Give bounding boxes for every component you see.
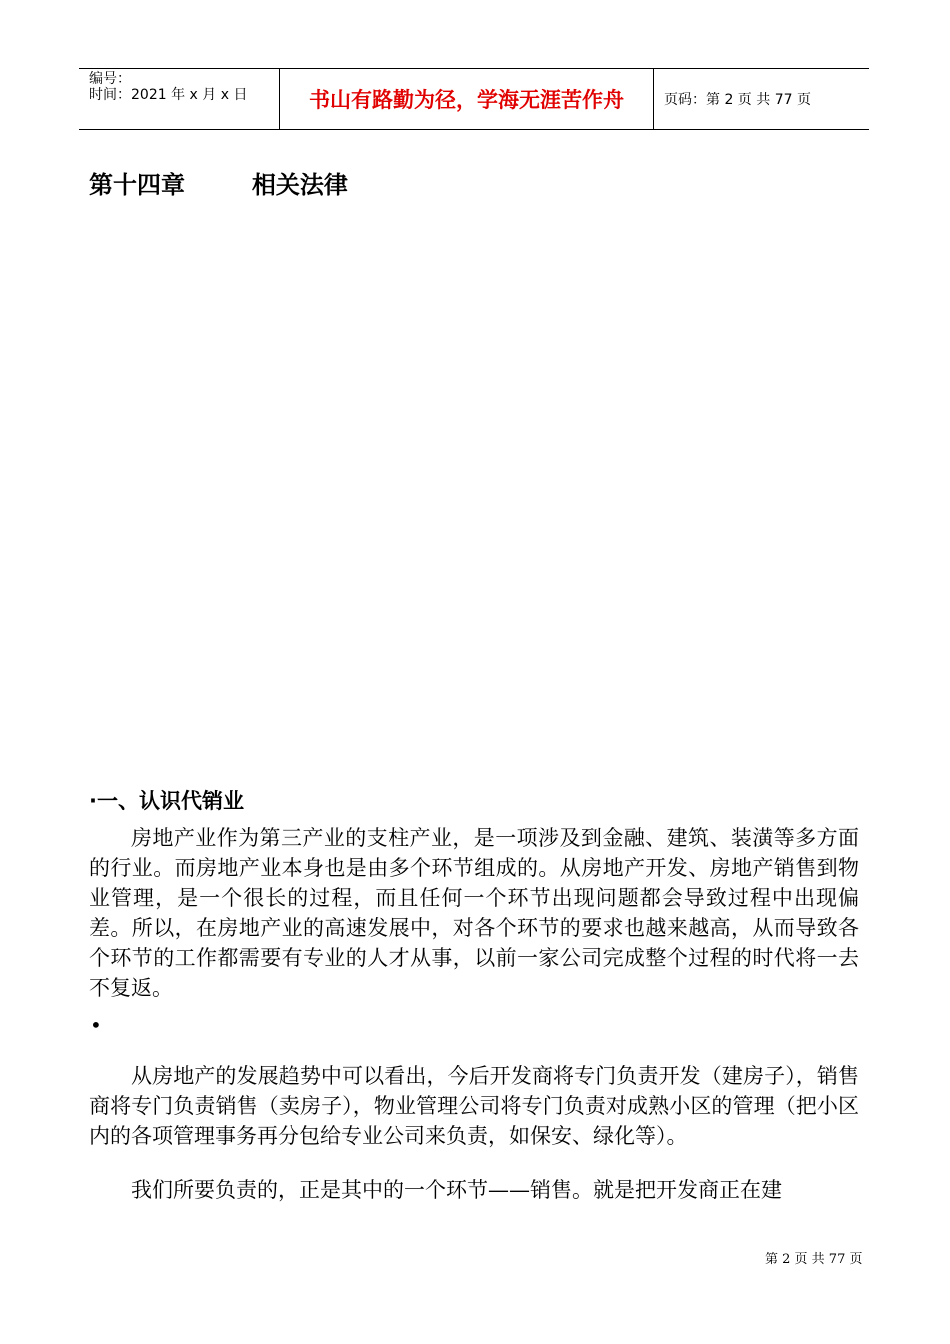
page-footer: 第 2 页 共 77 页 <box>765 1252 863 1267</box>
section-title: ·一、认识代销业 <box>89 789 244 813</box>
document-date: 时间：2021 年 x 月 x 日 <box>89 87 248 103</box>
paragraph: 我们所要负责的，正是其中的一个环节——销售。就是把开发商正在建 <box>131 1178 782 1202</box>
header-motto: 书山有路勤为径，学海无涯苦作舟 <box>280 69 654 129</box>
chapter-title: 第十四章 相关法律 <box>89 171 348 199</box>
bullet-mark: • <box>90 1013 102 1037</box>
paragraph: 房地产业作为第三产业的支柱产业，是一项涉及到金融、建筑、装潢等多方面的行业。而房地产业本身也是由多个环节组成的。从房地产开发、房地产销售到物业管理，是一个很长的过程，而且任何一个环节出现问题都会导致过程中出现偏差。所以，在房地产业的高速发展中，对各个环节的要求也越来越高，从而导致各个环节的工作都需要有专业的人才从事，以前一家公司完成整个过程的时代将一去不复返。 <box>89 826 859 1000</box>
page-header <box>79 68 869 130</box>
paragraph: 从房地产的发展趋势中可以看出，今后开发商将专门负责开发（建房子），销售商将专门负责销售（卖房子），物业管理公司将专门负责对成熟小区的管理（把小区内的各项管理事务再分包给专业公司来负责，如保安、绿化等）。 <box>89 1064 859 1148</box>
header-page-info: 页码：第 2 页 共 77 页 <box>664 92 811 108</box>
header-meta <box>79 69 280 129</box>
document-number: 编号： <box>89 71 131 87</box>
